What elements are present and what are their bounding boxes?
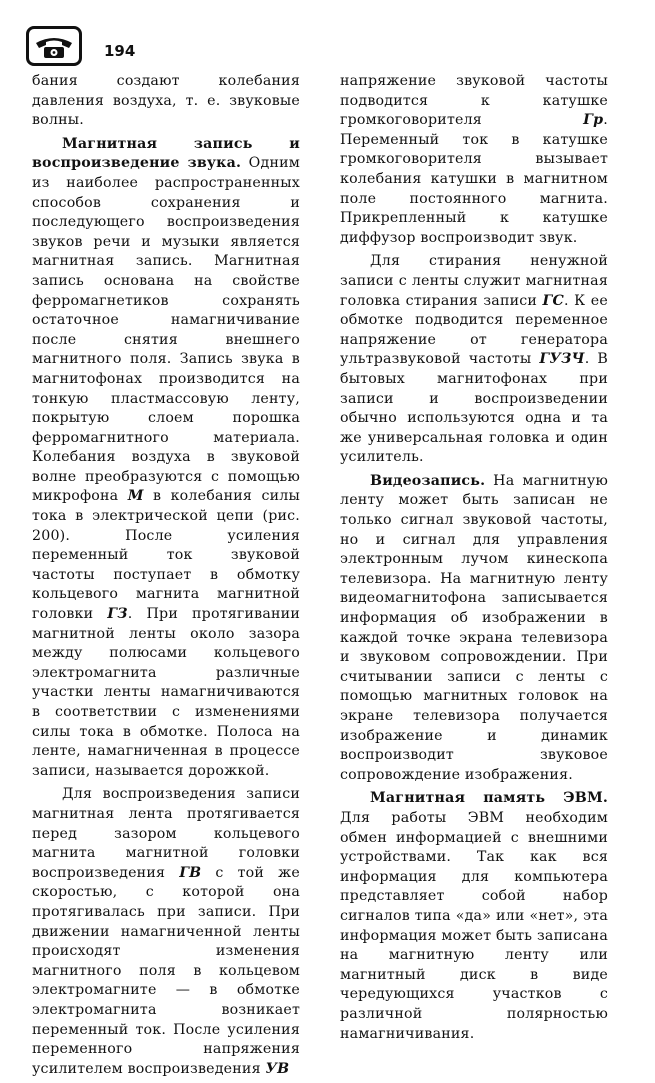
text-run: Для работы ЭВМ необходим обмен информацией с внешними устройствами. Так как вся информация для компьютера представляет собой набор сигналов типа «да» или «нет», эта информация может быть записана на магнитную ленту или магнитный диск в виде чередующихся участков с различной полярностью намагничивания. <box>340 809 608 1042</box>
symbol-playback-amplifier: УВ <box>265 1060 290 1077</box>
text-run: Для стирания ненужной записи с ленты служит магнитная головка стирания записи <box>340 253 608 309</box>
text-run: . К ее обмотке подводится переменное напряжение от генератора ультразвуковой частоты <box>340 292 608 368</box>
section-heading-magnetic-recording: Магнитная запись и воспроизведение звука. <box>32 135 300 172</box>
left-paragraph-2 <box>32 135 300 782</box>
section-heading-computer-memory: Магнитная память ЭВМ. <box>370 790 608 807</box>
symbol-erase-head: ГС <box>542 292 565 309</box>
text-run: с той же скоростью, с которой она протягивалась при записи. При движении намагниченной ленты происходят изменения магнитного поля в кольцевом электромагните — в обмотке электромагнита возникает переменный ток. После усиления переменного напряжения усилителем воспроизведения <box>32 864 300 1077</box>
symbol-microphone: М <box>127 488 144 505</box>
right-column <box>340 72 608 1048</box>
text-run: . При протягивании магнитной ленты около зазора между полюсами кольцевого электромагнита различные участки ленты намагничиваются в соответствии с изменениями силы тока в обмотке. Полоса на ленте, намагниченная в процессе записи, называется дорожкой. <box>32 606 300 779</box>
left-paragraph-3 <box>32 785 300 1079</box>
telephone-icon <box>33 32 75 62</box>
page-header <box>26 22 326 68</box>
symbol-recording-head: ГЗ <box>107 606 128 623</box>
right-paragraph-1 <box>340 72 608 248</box>
text-run: . Переменный ток в катушке громкоговорителя вызывает колебания катушки в магнитном поле постоянного магнита. Прикрепленный к катушке диффузор воспроизводит звук. <box>340 112 608 246</box>
right-paragraph-3 <box>340 472 608 786</box>
text-run: напряжение звуковой частоты подводится к катушке громкоговорителя <box>340 73 608 129</box>
symbol-ultrasonic-generator: ГУЗЧ <box>539 351 585 368</box>
text-run: Для воспроизведения записи магнитная лента протягивается перед зазором кольцевого магнита магнитной головки воспроизведения <box>32 786 300 881</box>
text-run: в колебания силы тока в электрической цепи (рис. 200). После усиления переменный ток звуковой частоты поступает в обмотку кольцевого магнита магнитной головки <box>32 488 300 623</box>
text-run: . В бытовых магнитофонах при записи и воспроизведении обычно используются одна и та же универсальная головка и один усилитель. <box>340 351 608 466</box>
section-logo <box>26 26 82 66</box>
text-run: На магнитную ленту может быть записан не только сигнал звуковой частоты, но и сигнал для управления электронным лучом кинескопа телевизора. На магнитную ленту видеомагнитофона записывается информация об изображении в каждой точке экрана телевизора и звуковом сопровождении. При считывании записи с ленты с помощью магнитных головок на экране телевизора получается изображение и динамик воспроизводит звуковое сопровождение изображения. <box>340 472 608 783</box>
text-run: Одним из наиболее распространенных способов сохранения и последующего воспроизведения звуков речи и музыки является магнитная запись. Магнитная запись основана на свойстве ферромагнетиков сохранять остаточное намагничивание после снятия внешнего магнитного поля. Запись звука в магнитофонах производится на тонкую пластмассовую ленту, покрытую слоем порошка ферромагнитного материала. Колебания воздуха в звуковой волне преобразуются с помощью микрофона <box>32 155 300 505</box>
symbol-playback-head: ГВ <box>179 864 202 881</box>
right-paragraph-2 <box>340 252 608 468</box>
page-number: 194 <box>104 42 136 60</box>
left-paragraph-1: бания создают колебания давления воздуха, т. е. звуковые волны. <box>32 73 300 129</box>
left-column <box>32 72 300 1083</box>
right-paragraph-4 <box>340 789 608 1044</box>
symbol-loudspeaker: Гр <box>583 112 604 129</box>
section-heading-video-recording: Видеозапись. <box>370 472 486 489</box>
